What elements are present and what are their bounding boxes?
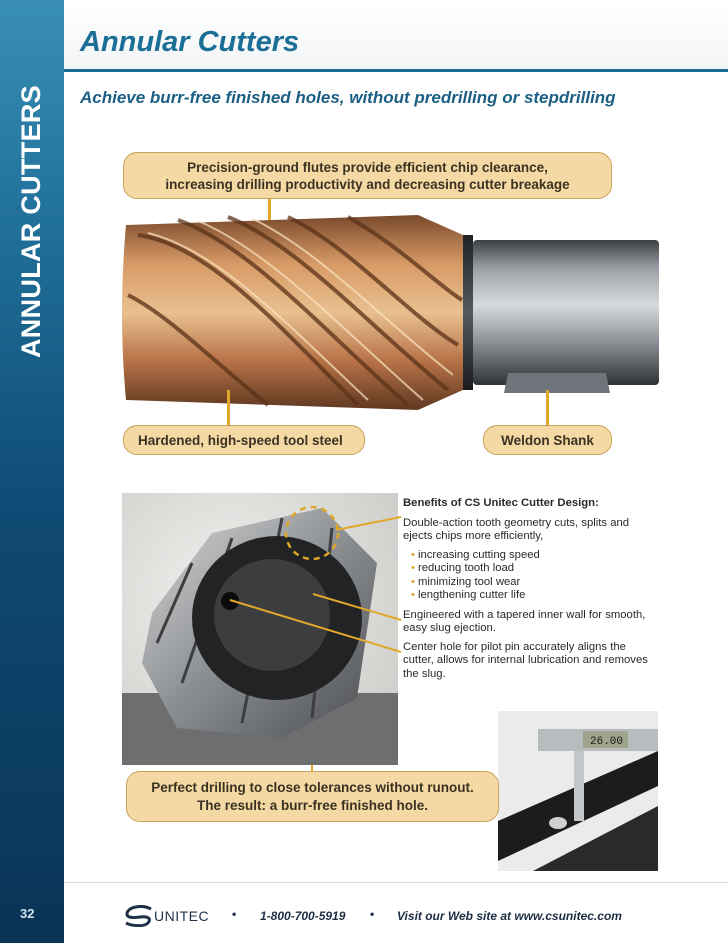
weldon-shank [473,240,659,385]
sidebar-section-label: ANNULAR CUTTERS [16,85,46,358]
footer-divider [64,882,728,883]
benefits-heading: Benefits of CS Unitec Cutter Design: [403,497,599,509]
benefit-bullet-list [411,549,653,603]
flutes-callout-line2: increasing drilling productivity and decreasing cutter breakage [165,177,570,192]
footer-separator: • [232,907,237,921]
benefit-tooth-geometry: Double-action tooth geometry cuts, splits and ejects chips more efficiently, [403,516,630,542]
shank-flat [504,373,610,393]
benefit-bullet: • reducing tooth load [411,562,653,576]
benefit-bullet: • increasing cutting speed [411,549,653,563]
benefit-center-hole: Center hole for pilot pin accurately aligns the cutter, allows for internal lubrication and removes the slug. [403,640,648,680]
flutes-callout [123,152,612,199]
benefits-panel [403,497,653,686]
caliper-readout: 26.00 [590,736,624,748]
benefit-bullet: • minimizing tool wear [411,576,653,590]
footer [64,893,728,933]
caliper-measurement-photo [498,711,658,871]
weldon-shank-callout: Weldon Shank [483,425,612,455]
tool-steel-callout: Hardened, high-speed tool steel [123,425,365,455]
cs-unitec-logo [124,905,220,927]
result-callout-line2: The result: a burr-free finished hole. [196,798,429,813]
cutter-collar [463,235,473,390]
page-title: Annular Cutters [80,26,300,58]
annular-cutter-illustration [118,205,664,420]
logo-wordmark: UNITEC [154,908,210,924]
title-divider [64,69,728,72]
flutes-callout-line1: Precision-ground flutes provide efficient chip clearance, [187,160,548,175]
footer-phone[interactable]: 1-800-700-5919 [260,909,346,923]
steel-leader-line [227,390,230,426]
cutter-tooth-photo [122,493,398,765]
footer-website-link[interactable]: Visit our Web site at www.csunitec.com [397,909,622,923]
footer-separator: • [370,907,375,921]
page-subtitle: Achieve burr-free finished holes, without predrilling or stepdrilling [80,88,616,107]
cs-swoosh-icon [124,905,154,927]
sidebar [0,0,64,943]
benefit-bullet: • lengthening cutter life [411,589,653,603]
shank-leader-line [546,390,549,426]
page-number: 32 [20,906,35,921]
result-callout [126,771,499,822]
result-callout-line1: Perfect drilling to close tolerances without runout. [151,780,474,795]
benefit-tapered-wall: Engineered with a tapered inner wall for smooth, easy slug ejection. [403,608,646,634]
